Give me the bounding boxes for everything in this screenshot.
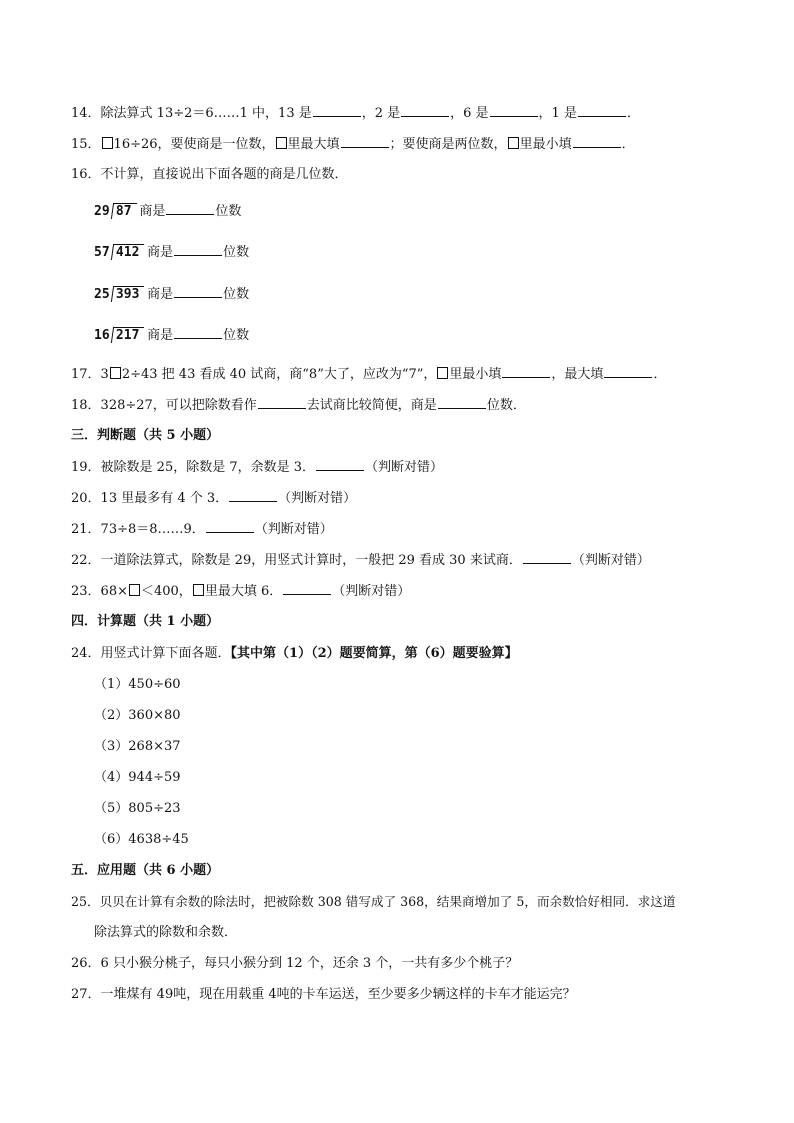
answer-blank[interactable]	[283, 582, 331, 595]
answer-blank[interactable]	[604, 365, 652, 378]
answer-blank[interactable]	[313, 104, 361, 117]
answer-blank[interactable]	[438, 396, 486, 409]
calc-item: （2）360×80	[94, 708, 181, 723]
section-heading-judgement: 三．判断题（共 5 小题）	[71, 428, 220, 443]
answer-blank[interactable]	[523, 551, 571, 564]
question-19: 19．被除数是 25，除数是 7，余数是 3． （判断对错）	[71, 460, 444, 475]
answer-blank[interactable]	[258, 396, 306, 409]
question-15: 15． 16÷26，要使商是一位数， 里最大填 ；要使商是两位数， 里最小填 ．	[71, 137, 635, 152]
question-21: 21．73÷8＝8……9． （判断对错）	[71, 522, 333, 537]
box-placeholder	[193, 584, 204, 596]
calc-item: （5）805÷23	[94, 801, 181, 816]
question-24: 24．用竖式计算下面各题．【其中第（1）（2）题要简算，第（6）题要验算】	[71, 646, 518, 661]
answer-blank[interactable]	[206, 520, 254, 533]
answer-blank[interactable]	[401, 104, 449, 117]
answer-blank[interactable]	[166, 202, 214, 215]
answer-blank[interactable]	[573, 135, 621, 148]
question-22: 22．一道除法算式，除数是 29，用竖式计算时，一般把 29 看成 30 来试商． （判断对错）	[71, 553, 650, 568]
question-20: 20．13 里最多有 4 个 3． （判断对错）	[71, 491, 357, 506]
box-placeholder	[437, 367, 448, 379]
calc-item: （4）944÷59	[94, 770, 181, 785]
long-division-item: 57 412 商是 位数	[94, 245, 250, 260]
section-heading-application: 五．应用题（共 6 小题）	[71, 863, 220, 878]
box-placeholder	[129, 584, 140, 596]
answer-blank[interactable]	[502, 365, 550, 378]
calc-item: （3）268×37	[94, 739, 181, 754]
answer-blank[interactable]	[341, 135, 389, 148]
question-17: 17．3 2÷43 把 43 看成 40 试商，商“8”大了，应改为“7”， 里最小填 ，最大填 ．	[71, 367, 667, 382]
question-18: 18．328÷27，可以把除数看作 去试商比较简便，商是 位数．	[71, 398, 526, 413]
calc-item: （6）4638÷45	[94, 832, 189, 847]
question-27: 27．一堆煤有 49吨，现在用载重 4吨的卡车运送，至少要多少辆这样的卡车才能运完？	[71, 987, 576, 1002]
box-placeholder	[102, 137, 113, 149]
box-placeholder	[110, 367, 121, 379]
long-division-bracket: 217	[111, 327, 145, 343]
answer-blank[interactable]	[229, 489, 277, 502]
long-division-bracket: 87	[111, 203, 137, 219]
section-heading-calculation: 四．计算题（共 1 小题）	[71, 614, 220, 629]
question-16: 16．不计算，直接说出下面各题的商是几位数．	[71, 167, 348, 182]
long-division-item: 16 217 商是 位数	[94, 328, 250, 343]
answer-blank[interactable]	[174, 326, 222, 339]
answer-blank[interactable]	[174, 285, 222, 298]
answer-blank[interactable]	[174, 243, 222, 256]
box-placeholder	[508, 137, 519, 149]
question-25-line2: 除法算式的除数和余数．	[94, 925, 238, 940]
answer-blank[interactable]	[490, 104, 538, 117]
long-division-bracket: 393	[111, 286, 145, 302]
box-placeholder	[276, 137, 287, 149]
calc-item: （1）450÷60	[94, 677, 181, 692]
long-division-item: 25 393 商是 位数	[94, 287, 250, 302]
answer-blank[interactable]	[316, 458, 364, 471]
question-25-line1: 25．贝贝在计算有余数的除法时，把被除数 308 错写成了 368，结果商增加了 5，而余数恰好相同．求这道	[71, 894, 676, 909]
question-14: 14．除法算式 13÷2＝6……1 中，13 是 ，2 是 ，6 是 ，1 是 ．	[71, 106, 640, 121]
long-division-bracket: 412	[111, 244, 145, 260]
question-26: 26．6 只小猴分桃子，每只小猴分到 12 个，还余 3 个，一共有多少个桃子？	[71, 956, 519, 971]
question-23: 23．68× ＜400， 里最大填 6． （判断对错）	[71, 584, 411, 599]
answer-blank[interactable]	[578, 104, 626, 117]
long-division-item: 29 87 商是 位数	[94, 204, 242, 219]
